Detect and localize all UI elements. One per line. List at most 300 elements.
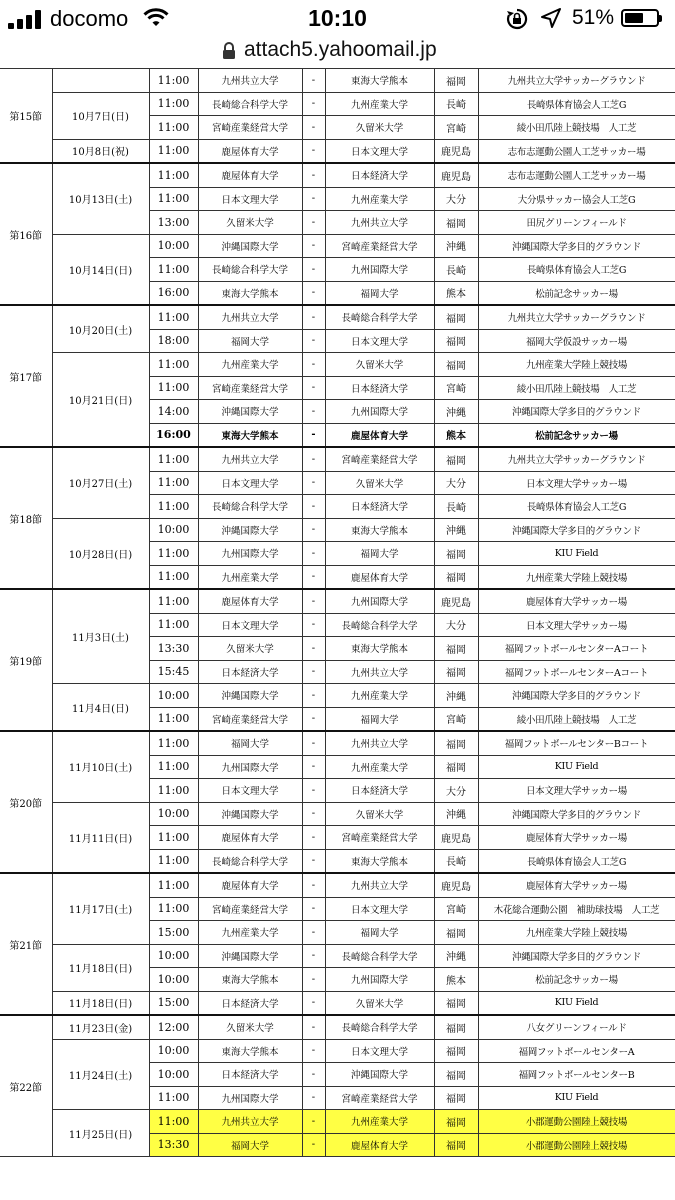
home-team: 日本文理大学	[198, 779, 302, 803]
prefecture: 熊本	[434, 423, 478, 447]
prefecture: 福岡	[434, 329, 478, 353]
kickoff-time: 16:00	[149, 423, 198, 447]
prefecture: 大分	[434, 471, 478, 495]
kickoff-time: 13:00	[149, 211, 198, 235]
home-team: 長崎総合科学大学	[198, 92, 302, 116]
venue: 沖縄国際大学多目的グラウンド	[478, 944, 675, 968]
venue: KIU Field	[478, 1086, 675, 1110]
vs-separator: -	[302, 849, 325, 873]
home-team: 宮崎産業経営大学	[198, 116, 302, 140]
match-date: 10月13日(土)	[52, 163, 149, 234]
venue: 田尻グリーンフィールド	[478, 211, 675, 235]
prefecture: 鹿児島	[434, 163, 478, 187]
vs-separator: -	[302, 637, 325, 661]
venue: 志布志運動公園人工芝サッカー場	[478, 139, 675, 163]
kickoff-time: 11:00	[149, 731, 198, 755]
kickoff-time: 11:00	[149, 471, 198, 495]
venue: 福岡フットボールセンターBコート	[478, 731, 675, 755]
vs-separator: -	[302, 187, 325, 211]
prefecture: 沖縄	[434, 518, 478, 542]
prefecture: 福岡	[434, 921, 478, 945]
vs-separator: -	[302, 589, 325, 613]
round-label: 第21節	[0, 873, 52, 1015]
prefecture: 長崎	[434, 258, 478, 282]
table-row	[0, 873, 675, 897]
match-date: 11月3日(土)	[52, 589, 149, 684]
venue: 日本文理大学サッカー場	[478, 613, 675, 637]
kickoff-time: 11:00	[149, 353, 198, 377]
vs-separator: -	[302, 400, 325, 424]
kickoff-time: 15:00	[149, 921, 198, 945]
prefecture: 熊本	[434, 968, 478, 992]
prefecture: 福岡	[434, 305, 478, 329]
home-team: 宮崎産業経営大学	[198, 376, 302, 400]
vs-separator: -	[302, 660, 325, 684]
home-team: 宮崎産業経営大学	[198, 897, 302, 921]
venue: 九州共立大学サッカーグラウンド	[478, 447, 675, 471]
venue: 小郡運動公園陸上競技場	[478, 1110, 675, 1134]
kickoff-time: 11:00	[149, 873, 198, 897]
away-team: 日本経済大学	[325, 376, 434, 400]
kickoff-time: 12:00	[149, 1015, 198, 1039]
lock-icon	[222, 42, 236, 60]
battery-percent: 51%	[572, 6, 615, 29]
vs-separator: -	[302, 305, 325, 329]
home-team: 鹿屋体育大学	[198, 873, 302, 897]
match-date: 10月21日(日)	[52, 353, 149, 448]
home-team: 九州共立大学	[198, 447, 302, 471]
prefecture: 宮崎	[434, 116, 478, 140]
table-row	[0, 1015, 675, 1039]
away-team: 九州共立大学	[325, 660, 434, 684]
away-team: 宮崎産業経営大学	[325, 447, 434, 471]
home-team: 久留米大学	[198, 637, 302, 661]
prefecture: 沖縄	[434, 400, 478, 424]
home-team: 久留米大学	[198, 211, 302, 235]
venue: 綾小田爪陸上競技場 人工芝	[478, 116, 675, 140]
home-team: 九州共立大学	[198, 305, 302, 329]
away-team: 長崎総合科学大学	[325, 944, 434, 968]
vs-separator: -	[302, 1039, 325, 1063]
table-row	[0, 589, 675, 613]
kickoff-time: 10:00	[149, 518, 198, 542]
away-team: 九州産業大学	[325, 187, 434, 211]
prefecture: 福岡	[434, 660, 478, 684]
venue: 長崎県体育協会人工芝G	[478, 92, 675, 116]
home-team: 日本経済大学	[198, 991, 302, 1015]
vs-separator: -	[302, 873, 325, 897]
table-row	[0, 69, 675, 93]
home-team: 長崎総合科学大学	[198, 849, 302, 873]
away-team: 鹿屋体育大学	[325, 423, 434, 447]
kickoff-time: 13:30	[149, 1133, 198, 1157]
venue: 鹿屋体育大学サッカー場	[478, 826, 675, 850]
kickoff-time: 11:00	[149, 707, 198, 731]
vs-separator: -	[302, 731, 325, 755]
home-team: 沖縄国際大学	[198, 684, 302, 708]
home-team: 福岡大学	[198, 731, 302, 755]
kickoff-time: 11:00	[149, 305, 198, 329]
url-bar[interactable]	[0, 38, 675, 68]
match-date: 11月17日(土)	[52, 873, 149, 944]
vs-separator: -	[302, 1110, 325, 1134]
round-label: 第18節	[0, 447, 52, 589]
venue: 沖縄国際大学多目的グラウンド	[478, 684, 675, 708]
kickoff-time: 11:00	[149, 139, 198, 163]
away-team: 九州共立大学	[325, 873, 434, 897]
kickoff-time: 11:00	[149, 613, 198, 637]
vs-separator: -	[302, 1015, 325, 1039]
table-row	[0, 991, 675, 1015]
prefecture: 沖縄	[434, 234, 478, 258]
venue: 鹿屋体育大学サッカー場	[478, 873, 675, 897]
prefecture: 鹿児島	[434, 139, 478, 163]
status-bar	[0, 0, 675, 38]
prefecture: 福岡	[434, 637, 478, 661]
vs-separator: -	[302, 495, 325, 519]
away-team: 日本経済大学	[325, 163, 434, 187]
kickoff-time: 10:00	[149, 1039, 198, 1063]
away-team: 東海大学熊本	[325, 849, 434, 873]
prefecture: 宮崎	[434, 376, 478, 400]
prefecture: 鹿児島	[434, 589, 478, 613]
away-team: 福岡大学	[325, 707, 434, 731]
venue: 福岡フットボールセンターA	[478, 1039, 675, 1063]
table-row	[0, 305, 675, 329]
kickoff-time: 11:00	[149, 69, 198, 93]
match-date: 11月10日(土)	[52, 731, 149, 802]
home-team: 福岡大学	[198, 329, 302, 353]
home-team: 東海大学熊本	[198, 968, 302, 992]
prefecture: 長崎	[434, 92, 478, 116]
away-team: 鹿屋体育大学	[325, 1133, 434, 1157]
match-date: 11月4日(日)	[52, 684, 149, 732]
home-team: 日本文理大学	[198, 471, 302, 495]
away-team: 日本経済大学	[325, 495, 434, 519]
round-label: 第20節	[0, 731, 52, 873]
away-team: 宮崎産業経営大学	[325, 826, 434, 850]
away-team: 九州国際大学	[325, 589, 434, 613]
away-team: 長崎総合科学大学	[325, 305, 434, 329]
venue: 沖縄国際大学多目的グラウンド	[478, 802, 675, 826]
kickoff-time: 10:00	[149, 944, 198, 968]
venue: 大分県サッカー協会人工芝G	[478, 187, 675, 211]
prefecture: 大分	[434, 613, 478, 637]
vs-separator: -	[302, 518, 325, 542]
home-team: 九州産業大学	[198, 921, 302, 945]
vs-separator: -	[302, 1086, 325, 1110]
home-team: 鹿屋体育大学	[198, 139, 302, 163]
venue: 長崎県体育協会人工芝G	[478, 495, 675, 519]
venue: 八女グリーンフィールド	[478, 1015, 675, 1039]
venue: KIU Field	[478, 542, 675, 566]
kickoff-time: 11:00	[149, 826, 198, 850]
kickoff-time: 11:00	[149, 589, 198, 613]
away-team: 宮崎産業経営大学	[325, 1086, 434, 1110]
venue: 九州共立大学サッカーグラウンド	[478, 69, 675, 93]
prefecture: 鹿児島	[434, 873, 478, 897]
table-row	[0, 802, 675, 826]
prefecture: 福岡	[434, 1086, 478, 1110]
prefecture: 福岡	[434, 1063, 478, 1087]
venue: 九州産業大学陸上競技場	[478, 353, 675, 377]
vs-separator: -	[302, 755, 325, 779]
kickoff-time: 10:00	[149, 802, 198, 826]
vs-separator: -	[302, 542, 325, 566]
home-team: 九州共立大学	[198, 69, 302, 93]
kickoff-time: 16:00	[149, 281, 198, 305]
home-team: 日本経済大学	[198, 1063, 302, 1087]
kickoff-time: 13:30	[149, 637, 198, 661]
kickoff-time: 10:00	[149, 684, 198, 708]
vs-separator: -	[302, 69, 325, 93]
kickoff-time: 11:00	[149, 779, 198, 803]
kickoff-time: 11:00	[149, 116, 198, 140]
away-team: 鹿屋体育大学	[325, 565, 434, 589]
venue: 福岡フットボールセンターAコート	[478, 660, 675, 684]
match-date: 10月8日(祝)	[52, 139, 149, 163]
home-team: 沖縄国際大学	[198, 400, 302, 424]
match-date: 11月24日(土)	[52, 1039, 149, 1110]
venue: KIU Field	[478, 991, 675, 1015]
venue: 小郡運動公園陸上競技場	[478, 1133, 675, 1157]
away-team: 九州産業大学	[325, 755, 434, 779]
venue: 沖縄国際大学多目的グラウンド	[478, 234, 675, 258]
home-team: 沖縄国際大学	[198, 802, 302, 826]
table-row	[0, 684, 675, 708]
vs-separator: -	[302, 779, 325, 803]
home-team: 沖縄国際大学	[198, 944, 302, 968]
table-row	[0, 944, 675, 968]
home-team: 九州共立大学	[198, 1110, 302, 1134]
away-team: 福岡大学	[325, 921, 434, 945]
away-team: 長崎総合科学大学	[325, 613, 434, 637]
home-team: 宮崎産業経営大学	[198, 707, 302, 731]
away-team: 久留米大学	[325, 353, 434, 377]
match-date: 10月20日(土)	[52, 305, 149, 353]
vs-separator: -	[302, 211, 325, 235]
table-row	[0, 731, 675, 755]
home-team: 鹿屋体育大学	[198, 826, 302, 850]
kickoff-time: 11:00	[149, 495, 198, 519]
vs-separator: -	[302, 613, 325, 637]
url-text[interactable]: attach5.yahoomail.jp	[244, 38, 437, 61]
away-team: 日本文理大学	[325, 329, 434, 353]
prefecture: 福岡	[434, 211, 478, 235]
home-team: 鹿屋体育大学	[198, 163, 302, 187]
vs-separator: -	[302, 92, 325, 116]
vs-separator: -	[302, 707, 325, 731]
venue: 木花総合運動公園 補助球技場 人工芝	[478, 897, 675, 921]
vs-separator: -	[302, 897, 325, 921]
prefecture: 沖縄	[434, 684, 478, 708]
round-label: 第17節	[0, 305, 52, 447]
venue: 九州共立大学サッカーグラウンド	[478, 305, 675, 329]
home-team: 長崎総合科学大学	[198, 495, 302, 519]
prefecture: 福岡	[434, 565, 478, 589]
venue: 日本文理大学サッカー場	[478, 779, 675, 803]
kickoff-time: 11:00	[149, 1086, 198, 1110]
prefecture: 福岡	[434, 447, 478, 471]
venue: 松前記念サッカー場	[478, 423, 675, 447]
away-team: 九州共立大学	[325, 211, 434, 235]
away-team: 九州国際大学	[325, 400, 434, 424]
venue: 九州産業大学陸上競技場	[478, 921, 675, 945]
prefecture: 福岡	[434, 755, 478, 779]
match-date: 10月14日(日)	[52, 234, 149, 305]
venue: 長崎県体育協会人工芝G	[478, 849, 675, 873]
home-team: 沖縄国際大学	[198, 518, 302, 542]
home-team: 東海大学熊本	[198, 423, 302, 447]
venue: 綾小田爪陸上競技場 人工芝	[478, 376, 675, 400]
home-team: 長崎総合科学大学	[198, 258, 302, 282]
vs-separator: -	[302, 1063, 325, 1087]
vs-separator: -	[302, 565, 325, 589]
vs-separator: -	[302, 991, 325, 1015]
prefecture: 福岡	[434, 1039, 478, 1063]
round-label: 第16節	[0, 163, 52, 305]
vs-separator: -	[302, 1133, 325, 1157]
battery-icon	[621, 9, 659, 27]
prefecture: 福岡	[434, 542, 478, 566]
vs-separator: -	[302, 826, 325, 850]
away-team: 東海大学熊本	[325, 69, 434, 93]
away-team: 久留米大学	[325, 116, 434, 140]
round-label: 第22節	[0, 1015, 52, 1157]
prefecture: 沖縄	[434, 802, 478, 826]
kickoff-time: 11:00	[149, 542, 198, 566]
kickoff-time: 10:00	[149, 1063, 198, 1087]
prefecture: 宮崎	[434, 707, 478, 731]
match-date: 10月27日(土)	[52, 447, 149, 518]
prefecture: 福岡	[434, 1133, 478, 1157]
kickoff-time: 18:00	[149, 329, 198, 353]
round-label: 第15節	[0, 69, 52, 164]
match-date: 10月28日(日)	[52, 518, 149, 589]
prefecture: 沖縄	[434, 944, 478, 968]
home-team: 九州国際大学	[198, 755, 302, 779]
away-team: 日本文理大学	[325, 1039, 434, 1063]
kickoff-time: 11:00	[149, 92, 198, 116]
venue: 沖縄国際大学多目的グラウンド	[478, 518, 675, 542]
vs-separator: -	[302, 281, 325, 305]
venue: 長崎県体育協会人工芝G	[478, 258, 675, 282]
home-team: 九州産業大学	[198, 353, 302, 377]
away-team: 日本経済大学	[325, 779, 434, 803]
prefecture: 福岡	[434, 991, 478, 1015]
vs-separator: -	[302, 258, 325, 282]
venue: 福岡フットボールセンターAコート	[478, 637, 675, 661]
vs-separator: -	[302, 329, 325, 353]
match-date: 11月18日(日)	[52, 991, 149, 1015]
home-team: 福岡大学	[198, 1133, 302, 1157]
kickoff-time: 11:00	[149, 258, 198, 282]
vs-separator: -	[302, 802, 325, 826]
kickoff-time: 15:00	[149, 991, 198, 1015]
away-team: 九州国際大学	[325, 968, 434, 992]
kickoff-time: 11:00	[149, 187, 198, 211]
away-team: 沖縄国際大学	[325, 1063, 434, 1087]
away-team: 久留米大学	[325, 802, 434, 826]
table-row	[0, 518, 675, 542]
table-row	[0, 1039, 675, 1063]
location-icon	[541, 8, 561, 28]
vs-separator: -	[302, 116, 325, 140]
kickoff-time: 10:00	[149, 234, 198, 258]
away-team: 長崎総合科学大学	[325, 1015, 434, 1039]
carrier-name: docomo	[50, 6, 129, 31]
kickoff-time: 14:00	[149, 400, 198, 424]
away-team: 福岡大学	[325, 281, 434, 305]
kickoff-time: 10:00	[149, 968, 198, 992]
vs-separator: -	[302, 944, 325, 968]
kickoff-time: 11:00	[149, 1110, 198, 1134]
vs-separator: -	[302, 423, 325, 447]
prefecture: 鹿児島	[434, 826, 478, 850]
table-row	[0, 92, 675, 116]
home-team: 日本文理大学	[198, 613, 302, 637]
venue: 志布志運動公園人工芝サッカー場	[478, 163, 675, 187]
vs-separator: -	[302, 921, 325, 945]
prefecture: 長崎	[434, 849, 478, 873]
away-team: 東海大学熊本	[325, 637, 434, 661]
prefecture: 大分	[434, 187, 478, 211]
match-date: 11月18日(日)	[52, 944, 149, 991]
prefecture: 福岡	[434, 1015, 478, 1039]
away-team: 九州産業大学	[325, 92, 434, 116]
vs-separator: -	[302, 353, 325, 377]
table-row	[0, 447, 675, 471]
away-team: 九州産業大学	[325, 1110, 434, 1134]
venue: 沖縄国際大学多目的グラウンド	[478, 400, 675, 424]
round-label: 第19節	[0, 589, 52, 731]
prefecture: 福岡	[434, 69, 478, 93]
away-team: 九州共立大学	[325, 731, 434, 755]
home-team: 九州国際大学	[198, 1086, 302, 1110]
kickoff-time: 11:00	[149, 447, 198, 471]
away-team: 九州産業大学	[325, 684, 434, 708]
kickoff-time: 15:45	[149, 660, 198, 684]
match-date	[52, 69, 149, 93]
venue: 日本文理大学サッカー場	[478, 471, 675, 495]
kickoff-time: 11:00	[149, 163, 198, 187]
away-team: 日本文理大学	[325, 139, 434, 163]
vs-separator: -	[302, 163, 325, 187]
home-team: 鹿屋体育大学	[198, 589, 302, 613]
kickoff-time: 11:00	[149, 755, 198, 779]
away-team: 宮崎産業経営大学	[325, 234, 434, 258]
home-team: 日本文理大学	[198, 187, 302, 211]
kickoff-time: 11:00	[149, 376, 198, 400]
table-row	[0, 163, 675, 187]
table-row	[0, 234, 675, 258]
home-team: 九州産業大学	[198, 565, 302, 589]
kickoff-time: 11:00	[149, 849, 198, 873]
kickoff-time: 11:00	[149, 565, 198, 589]
venue: 鹿屋体育大学サッカー場	[478, 589, 675, 613]
kickoff-time: 11:00	[149, 897, 198, 921]
away-team: 九州国際大学	[325, 258, 434, 282]
away-team: 日本文理大学	[325, 897, 434, 921]
prefecture: 熊本	[434, 281, 478, 305]
prefecture: 福岡	[434, 731, 478, 755]
vs-separator: -	[302, 684, 325, 708]
away-team: 久留米大学	[325, 471, 434, 495]
rotation-lock-icon	[506, 8, 528, 30]
vs-separator: -	[302, 447, 325, 471]
venue: KIU Field	[478, 755, 675, 779]
vs-separator: -	[302, 968, 325, 992]
